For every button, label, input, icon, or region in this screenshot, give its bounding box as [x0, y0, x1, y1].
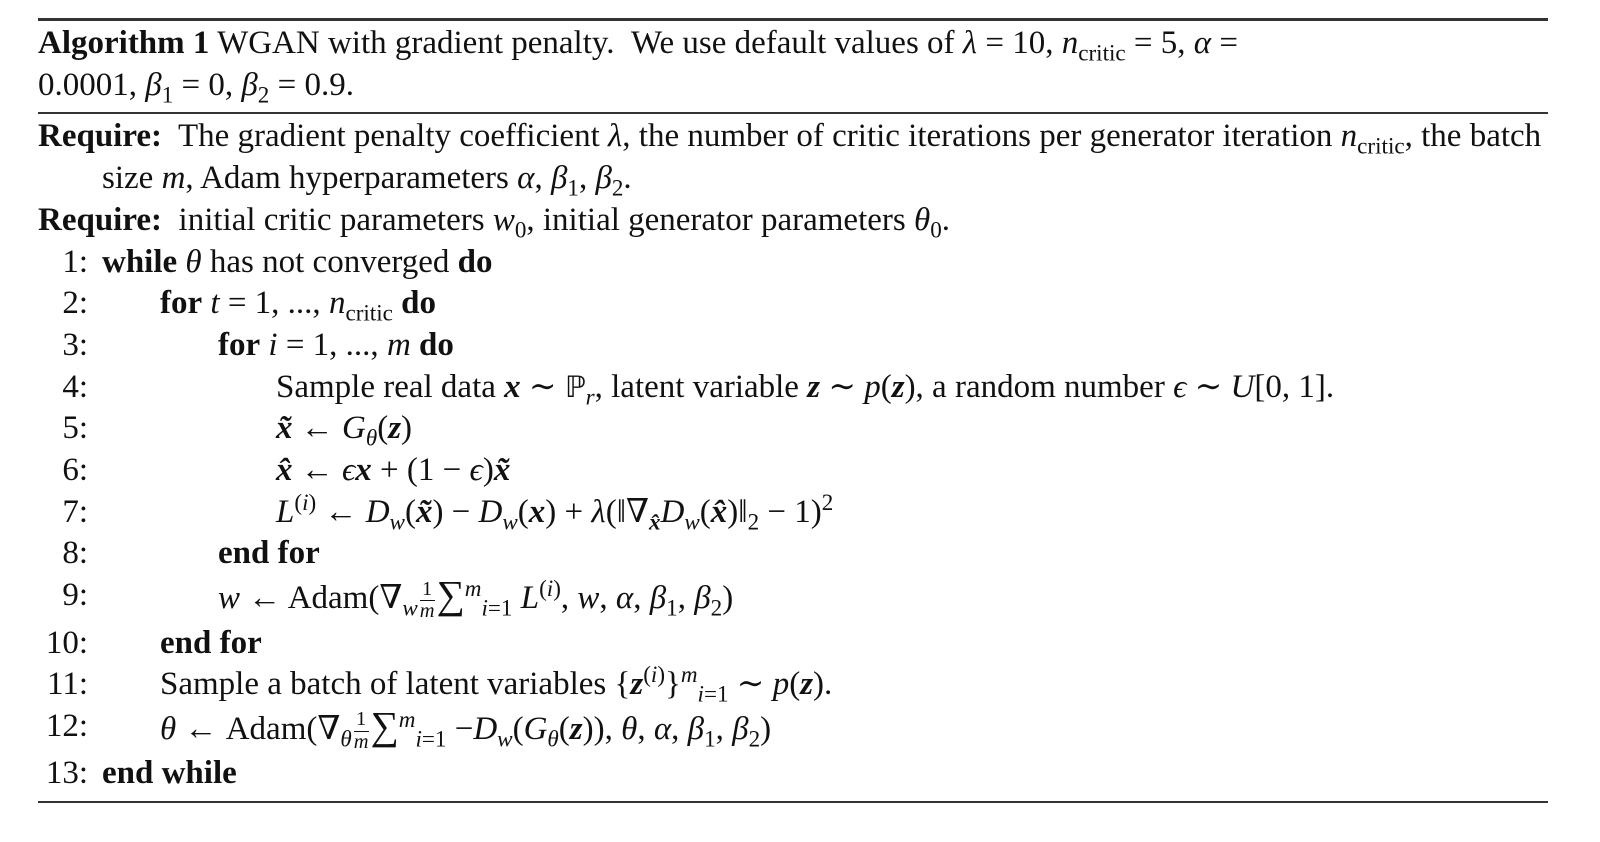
- algo-line-13: 13: end while: [38, 753, 1548, 795]
- algorithm-block: [38, 18, 1548, 803]
- algo-line-10: 10: end for: [38, 623, 1548, 665]
- algorithm-label: Algorithm 1: [38, 25, 210, 61]
- algo-line-6: 6: x̂ ← ϵx + (1 − ϵ)x̃: [38, 450, 1548, 492]
- algo-line-4: 4: Sample real data x ∼ ℙ$_r$, latent variable z ∼ p(z), a random number ϵ ∼ U[0, 1].: [38, 367, 1548, 409]
- line-number: 11:: [47, 666, 88, 703]
- line-number: 8:: [62, 535, 88, 572]
- line-number: 10:: [45, 624, 88, 661]
- line-number: 9:: [62, 577, 88, 614]
- algo-line-8: 8: end for: [38, 533, 1548, 575]
- algorithm-title: WGAN with gradient penalty.: [217, 25, 615, 61]
- algo-line-7: 7: $L^{(i)}$ ← $D_w(x̃) - D_w(x)$ + $\lambda(‖\nabla_{x̂}D_w(x̂)‖_2 - 1)^2$: [38, 492, 1548, 534]
- line-number: 6:: [62, 452, 88, 489]
- line-number: 12:: [45, 707, 88, 744]
- algorithm-body: [38, 114, 1548, 795]
- algo-line-3: 3: for i = 1, ..., m do: [38, 325, 1548, 367]
- line-number: 1:: [62, 243, 88, 280]
- algo-line-11: 11: Sample a batch of latent variables $\{z^{(i)}\}^m_{i=1}$ ∼ p(z).: [38, 664, 1548, 706]
- algo-line-2: 2: for t = 1, ..., $n_{critic}$ do: [38, 283, 1548, 325]
- line-number: 3:: [62, 326, 88, 363]
- line-number: 4:: [62, 368, 88, 405]
- bottom-rule: [38, 801, 1548, 803]
- line-number: 5:: [62, 410, 88, 447]
- algorithm-defaults: We use default values of λ = 10, $n_{critic} = 5$, α = 0.0001, $\beta_1 = 0$, $\beta_2 = 0.9$.: [38, 25, 1238, 108]
- require-line-1: Require: The gradient penalty coefficient λ, the number of critic iterations per generator iteration $n_{critic}$, the batch size m, Adam hyperparameters α, $\beta_1$, $\beta_2$.: [38, 118, 1542, 201]
- line-number: 2:: [62, 285, 88, 322]
- algo-line-5: 5: x̃ ← $G_\theta(z)$: [38, 408, 1548, 450]
- algo-line-1: 1: while θ has not converged do: [38, 242, 1548, 284]
- algorithm-caption: [38, 21, 1548, 108]
- algo-line-9: 9: w ← $Adam(\nabla_w$ $\frac{1}{m}$ ∑$^m_{i=1}$ $L^{(i)}$, w, α, $\beta_1$, $\beta_2$): [38, 575, 1548, 622]
- line-number: 13:: [45, 755, 88, 792]
- algo-line-12: 12: θ ← $Adam(\nabla_\theta$ $\frac{1}{m}$ $\sum^m_{i=1} -D_w(G_\theta(z))$, θ, α, $\beta_1$, $\beta_2$): [38, 706, 1548, 753]
- line-number: 7:: [62, 493, 88, 530]
- require-line-2: Require: initial critic parameters $w_0$, initial generator parameters $\theta_0$.: [38, 201, 950, 243]
